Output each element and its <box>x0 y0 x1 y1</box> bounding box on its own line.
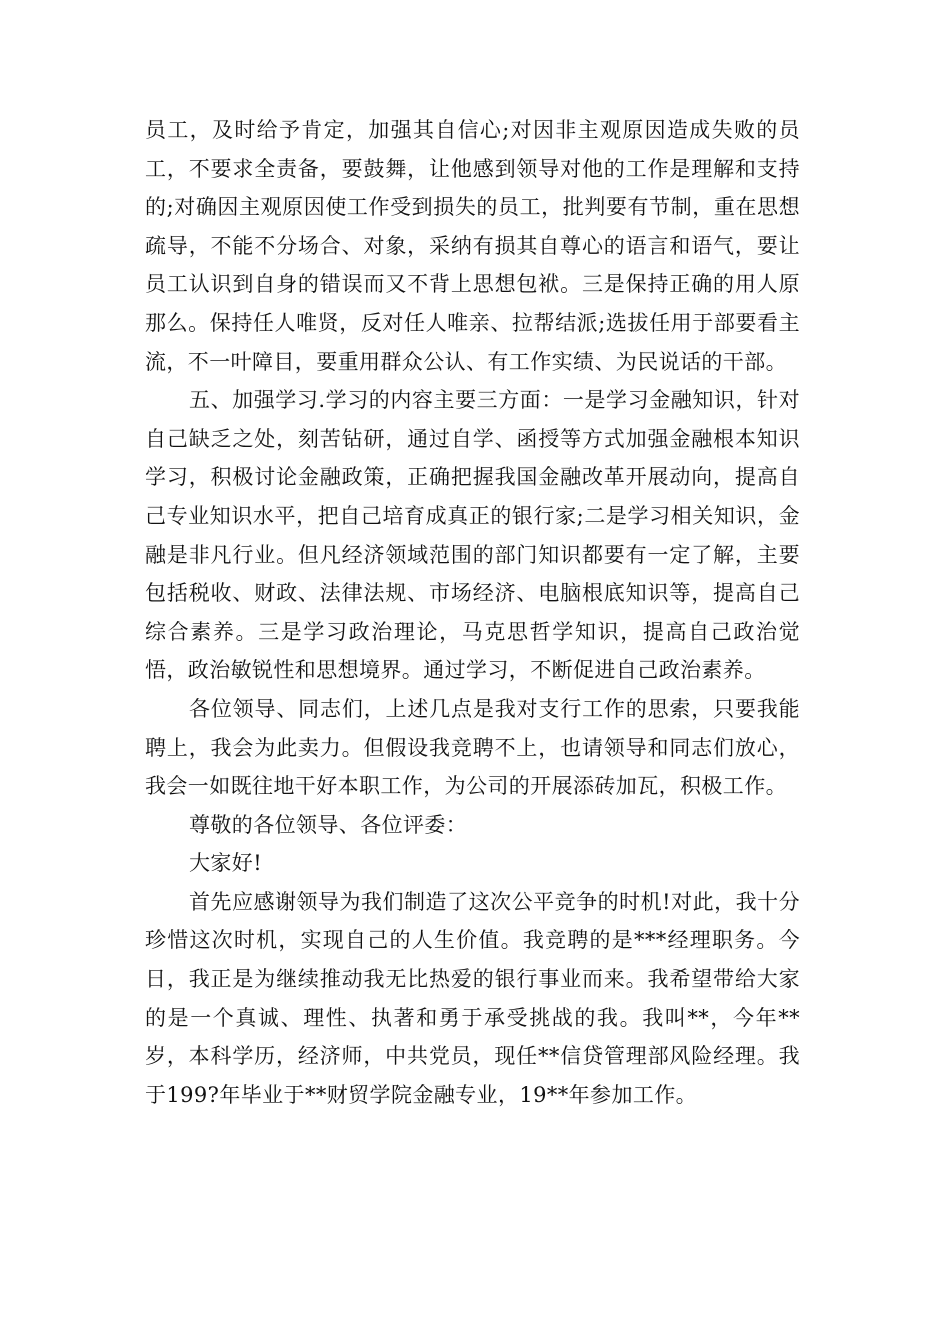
paragraph-introduction: 首先应感谢领导为我们制造了这次公平竞争的时机!对此，我十分珍惜这次时机，实现自己的人生价值。我竞聘的是***经理职务。今日，我正是为继续推动我无比热爱的银行事业而来。我希望带给大家的是一个真诚、理性、执著和勇于承受挑战的我。我叫**，今年**岁，本科学历，经济师，中共党员，现任**信贷管理部风险经理。我于199?年毕业于**财贸学院金融专业，19**年参加工作。 <box>145 889 800 1107</box>
paragraph-greeting: 大家好! <box>189 851 263 876</box>
paragraph-salutation: 尊敬的各位领导、各位评委： <box>189 812 468 837</box>
paragraph-study: 五、加强学习.学习的内容主要三方面：一是学习金融知识，针对自己缺乏之处，刻苦钻研，通过自学、函授等方式加强金融根本知识学习，积极讨论金融政策，正确把握我国金融改革开展动向，提高自己专业知识水平，把自己培育成真正的银行家;二是学习相关知识，金融是非凡行业。但凡经济领域范围的部门知识都要有一定了解，主要包括税收、财政、法律法规、市场经济、电脑根底知识等，提高自己综合素养。三是学习政治理论，马克思哲学知识，提高自己政治觉悟，政治敏锐性和思想境界。通过学习，不断促进自己政治素养。 <box>145 388 800 683</box>
paragraph-continuation: 员工，及时给予肯定，加强其自信心;对因非主观原因造成失败的员工，不要求全责备，要鼓舞，让他感到领导对他的工作是理解和支持的;对确因主观原因使工作受到损失的员工，批判要有节制，重在思想疏导，不能不分场合、对象，采纳有损其自尊心的语言和语气，要让员工认识到自身的错误而又不背上思想包袱。三是保持正确的用人原那么。保持任人唯贤，反对任人唯亲、拉帮结派;选拔任用于部要看主流，不一叶障目，要重用群众公认、有工作实绩、为民说话的干部。 <box>145 118 800 374</box>
paragraph-closing: 各位领导、同志们，上述几点是我对支行工作的思索，只要我能聘上，我会为此卖力。但假设我竞聘不上，也请领导和同志们放心，我会一如既往地干好本职工作，为公司的开展添砖加瓦，积极工作。 <box>145 696 800 799</box>
document-page <box>145 111 800 1114</box>
